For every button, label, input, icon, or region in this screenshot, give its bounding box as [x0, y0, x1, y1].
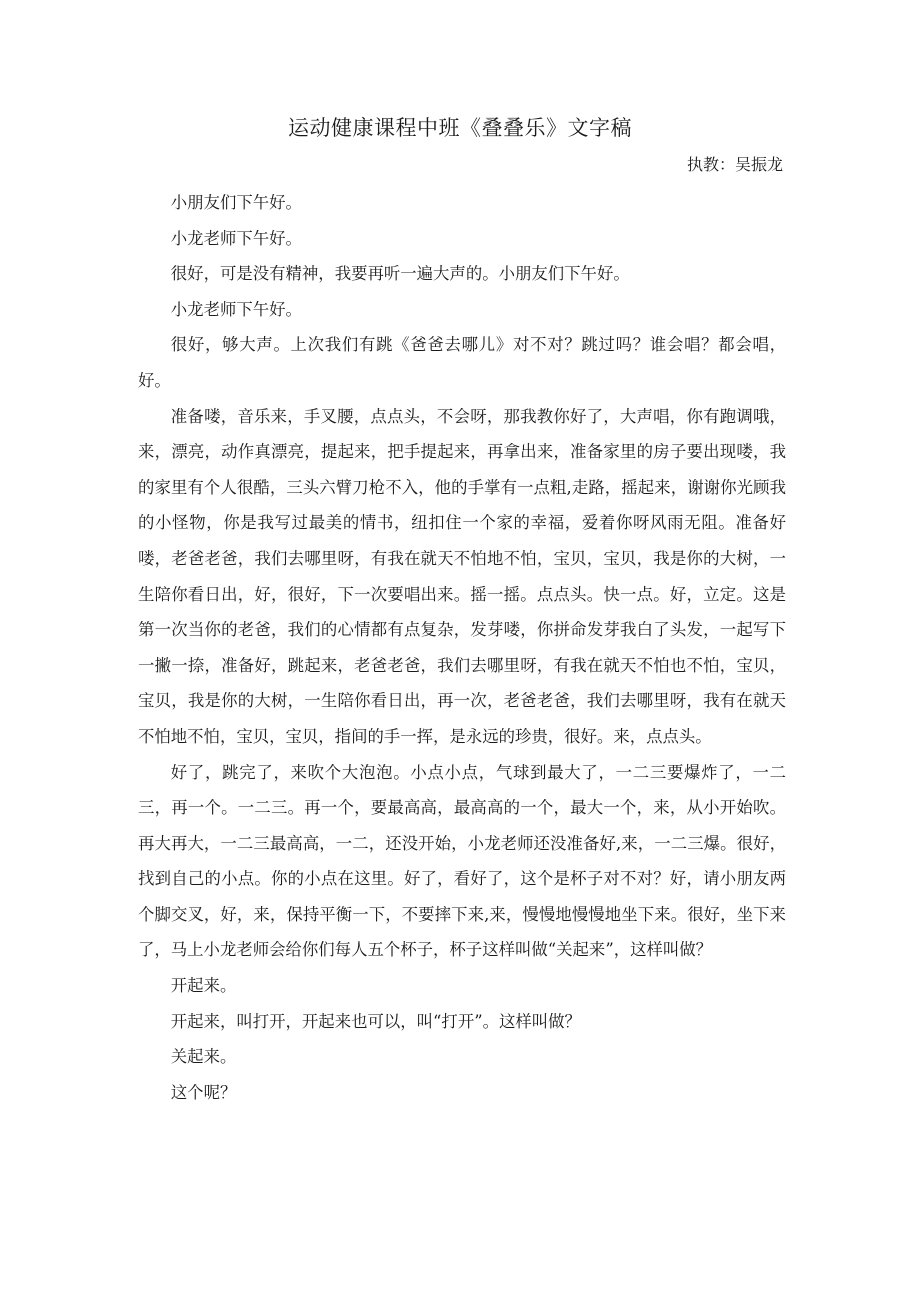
paragraph: 好了，跳完了，来吹个大泡泡。小点小点，气球到最大了，一二三要爆炸了，一二三，再一个。一二三。再一个，要最高高，最高高的一个，最大一个，来，从小开始吹。再大再大，一二三最高高，一二，还没开始，小龙老师还没准备好,来，一二三爆。很好，找到自己的小点。你的小点在这里。好了，看好了，这个是杯子对不对？好，请小朋友两个脚交叉，好，来，保持平衡一下，不要摔下来,来，慢慢地慢慢地坐下来。很好，坐下来了，马上小龙老师会给你们每人五个杯子，杯子这样叫做“关起来”，这样叫做？: [138, 762, 786, 960]
document-title: 运动健康课程中班《叠叠乐》文字稿: [288, 116, 632, 140]
author-line: 执教：吴振龙: [686, 155, 783, 174]
paragraph: 小朋友们下午好。: [170, 193, 302, 212]
paragraph: 开起来。: [170, 976, 237, 996]
paragraph: 关起来。: [170, 1047, 237, 1067]
paragraph: 很好，可是没有精神，我要再听一遍大声的。小朋友们下午好。: [170, 264, 630, 284]
paragraph: 开起来，叫打开，开起来也可以，叫“打开”。这样叫做？: [170, 1011, 581, 1031]
paragraph: 这个呢？: [170, 1082, 237, 1102]
document-body: [138, 185, 786, 1110]
paragraph: 准备喽，音乐来，手叉腰，点点头，不会呀，那我教你好了，大声唱，你有跑调哦，来，漂亮，动作真漂亮，提起来，把手提起来，再拿出来，准备家里的房子要出现喽，我的家里有个人很酷，三头六臂刀枪不入，他的手掌有一点粗,走路，摇起来，谢谢你光顾我的小怪物，你是我写过最美的情书，纽扣住一个家的幸福，爱着你呀风雨无阻。准备好喽，老爸老爸，我们去哪里呀，有我在就天不怕地不怕，宝贝，宝贝，我是你的大树，一生陪你看日出，好，很好，下一次要唱出来。摇一摇。点点头。快一点。好，立定。这是第一次当你的老爸，我们的心情都有点复杂，发芽喽，你拼命发芽我白了头发，一起写下一撇一捺，准备好，跳起来，老爸老爸，我们去哪里呀，有我在就天不怕也不怕，宝贝，宝贝，我是你的大树，一生陪你看日出，再一次，老爸老爸，我们去哪里呀，我有在就天不怕地不怕，宝贝，宝贝，指间的手一挥，是永远的珍贵，很好。来，点点头。: [138, 406, 786, 746]
paragraph: 很好，够大声。上次我们有跳《爸爸去哪儿》对不对？跳过吗？谁会唱？都会唱，好。: [138, 335, 786, 390]
paragraph: 小龙老师下午好。: [170, 228, 302, 248]
paragraph: 小龙老师下午好。: [170, 299, 302, 319]
